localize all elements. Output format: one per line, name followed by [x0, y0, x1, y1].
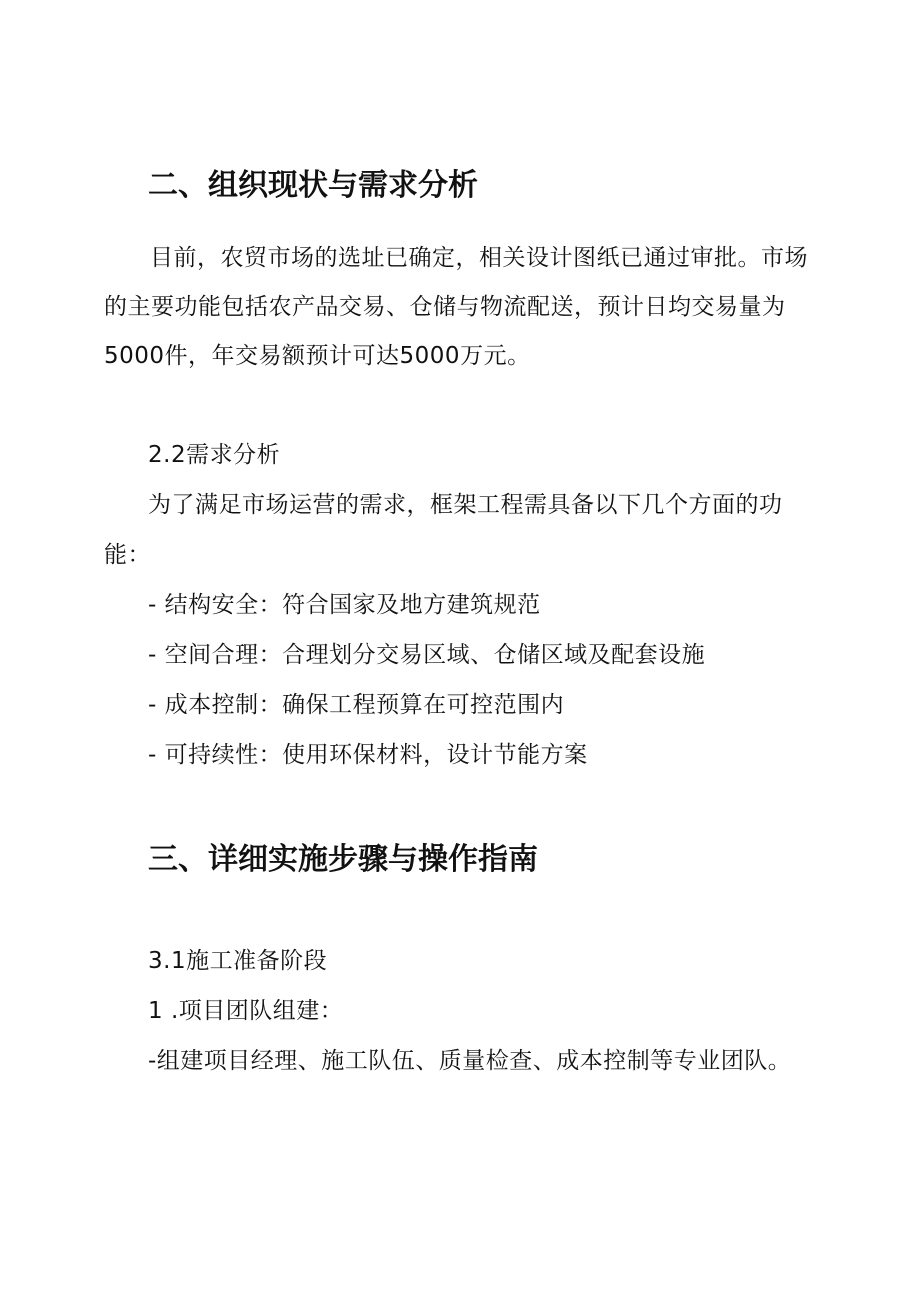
- needs-list-item-structural-safety: - 结构安全：符合国家及地方建筑规范: [148, 592, 541, 618]
- subsection-2-2-heading: 2.2需求分析: [148, 442, 281, 468]
- needs-list-item-cost-control: - 成本控制：确保工程预算在可控范围内: [148, 692, 565, 718]
- needs-list-item-space-planning: - 空间合理：合理划分交易区域、仓储区域及配套设施: [148, 642, 706, 668]
- step-1-detail: -组建项目经理、施工队伍、质量检查、成本控制等专业团队。: [148, 1048, 792, 1074]
- needs-list-item-sustainability: - 可持续性：使用环保材料，设计节能方案: [148, 742, 588, 768]
- subsection-3-1-heading: 3.1施工准备阶段: [148, 948, 328, 974]
- intro-paragraph-line-2: 的主要功能包括农产品交易、仓储与物流配送，预计日均交易量为: [104, 294, 786, 320]
- needs-intro-line-1: 为了满足市场运营的需求，框架工程需具备以下几个方面的功: [148, 492, 783, 518]
- intro-paragraph-line-3: 5000件，年交易额预计可达5000万元。: [104, 343, 531, 369]
- needs-intro-line-2: 能：: [104, 542, 151, 568]
- intro-paragraph-line-1: 目前，农贸市场的选址已确定，相关设计图纸已通过审批。市场: [150, 245, 808, 271]
- section-3-heading: 三、详细实施步骤与操作指南: [148, 842, 538, 877]
- step-1-title: 1 .项目团队组建：: [148, 998, 344, 1024]
- section-2-heading: 二、组织现状与需求分析: [148, 168, 478, 203]
